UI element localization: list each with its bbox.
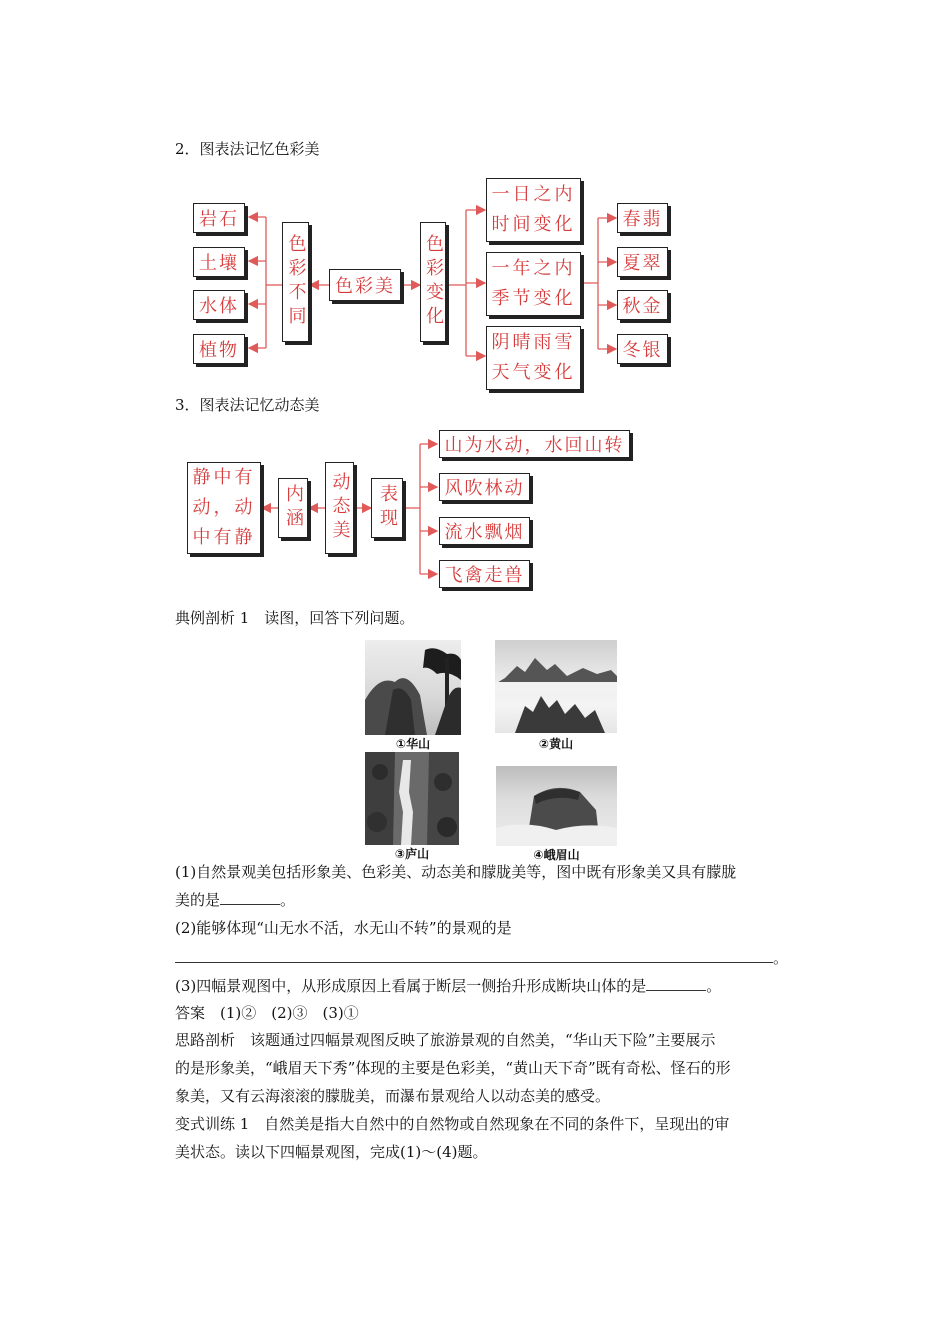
color-change-label: 色彩变化 bbox=[423, 234, 444, 330]
question-1-line2 bbox=[175, 886, 295, 914]
sea-of-clouds-photo bbox=[495, 640, 617, 733]
mid-item-weather-l2: 天气变化 bbox=[491, 362, 576, 383]
connotation-label: 内涵 bbox=[283, 484, 304, 532]
mid-item-day-l2: 时间变化 bbox=[491, 214, 576, 235]
left-item-water: 水体 bbox=[193, 290, 245, 320]
expression-label: 表现 bbox=[377, 484, 398, 532]
analysis-line3: 象美，又有云海滚滚的朦胧美，而瀑布景观给人以动态美的感受。 bbox=[175, 1087, 611, 1105]
color-diff-label: 色彩不同 bbox=[285, 234, 307, 330]
motion-item-2: 风吹林动 bbox=[439, 473, 530, 501]
expression-box bbox=[371, 478, 403, 538]
section2-title: 2．图表法记忆色彩美 bbox=[175, 140, 320, 158]
answer-blank-2[interactable] bbox=[175, 946, 773, 963]
left-item-rock: 岩石 bbox=[193, 203, 245, 233]
section3-title: 3．图表法记忆动态美 bbox=[175, 396, 320, 414]
question-2-line2 bbox=[175, 944, 788, 972]
mountain-pine-photo bbox=[365, 640, 461, 735]
question-2-end: 。 bbox=[773, 949, 789, 967]
question-3-end: 。 bbox=[706, 977, 722, 995]
left-item-plant: 植物 bbox=[193, 334, 245, 364]
analysis-line2: 的是形象美，“峨眉天下秀”体现的主要是色彩美，“黄山天下奇”既有奇松、怪石的形 bbox=[175, 1059, 731, 1077]
answer-line: 答案 (1)② (2)③ (3)① bbox=[175, 1004, 359, 1022]
motion-item-3: 流水飘烟 bbox=[439, 517, 530, 545]
motion-meaning-l2: 动，动 bbox=[192, 497, 256, 518]
mid-item-year-l1: 一年之内 bbox=[491, 258, 576, 279]
question-1-text: 美的是 bbox=[175, 891, 221, 909]
question-2-line1: (2)能够体现“山无水不活，水无山不转”的景观的是 bbox=[175, 919, 512, 937]
motion-meaning-box bbox=[187, 462, 261, 554]
photo-caption-emeishan: ④峨眉山 bbox=[533, 848, 580, 862]
question-3-text: (3)四幅景观图中，从形成原因上看属于断层一侧抬升形成断块山体的是 bbox=[175, 977, 647, 995]
waterfall-photo bbox=[365, 752, 459, 845]
question-3-line bbox=[175, 972, 721, 1000]
motion-beauty-label: 动态美 bbox=[329, 472, 351, 544]
analysis-line1: 思路剖析 该题通过四幅景观图反映了旅游景观的自然美，“华山天下险”主要展示 bbox=[175, 1031, 716, 1049]
motion-meaning-l3: 中有静 bbox=[192, 527, 256, 548]
cliff-clouds-photo bbox=[496, 766, 617, 846]
photo-caption-huangshan: ②黄山 bbox=[538, 737, 574, 751]
motion-beauty-box bbox=[325, 462, 354, 554]
question-1-end: 。 bbox=[280, 891, 296, 909]
left-item-soil: 土壤 bbox=[193, 247, 245, 277]
connotation-box bbox=[278, 478, 308, 538]
mid-item-weather-l1: 阴晴雨雪 bbox=[491, 332, 576, 353]
variant-line1: 变式训练 1 自然美是指大自然中的自然物或自然现象在不同的条件下，呈现出的审 bbox=[175, 1115, 730, 1133]
photo-caption-huashan: ①华山 bbox=[395, 737, 431, 751]
answer-blank-3[interactable] bbox=[646, 974, 706, 991]
motion-meaning-l1: 静中有 bbox=[192, 467, 256, 488]
variant-line2: 美状态。读以下四幅景观图，完成(1)～(4)题。 bbox=[175, 1143, 488, 1161]
right-item-summer: 夏翠 bbox=[617, 247, 668, 277]
question-1-line1: (1)自然景观美包括形象美、色彩美、动态美和朦胧美等，图中既有形象美又具有朦胧 bbox=[175, 863, 737, 881]
right-item-autumn: 秋金 bbox=[617, 290, 668, 320]
answer-blank-1[interactable] bbox=[220, 888, 280, 905]
motion-item-1: 山为水动，水回山转 bbox=[439, 430, 630, 458]
mid-item-year-l2: 季节变化 bbox=[491, 288, 576, 309]
example-title: 典例剖析 1 读图，回答下列问题。 bbox=[175, 609, 415, 627]
right-item-spring: 春翡 bbox=[617, 203, 668, 233]
motion-item-4: 飞禽走兽 bbox=[439, 560, 530, 588]
color-beauty-box: 色彩美 bbox=[329, 269, 401, 301]
mid-item-day-l1: 一日之内 bbox=[491, 184, 576, 205]
photo-caption-lushan: ③庐山 bbox=[394, 847, 430, 861]
right-item-winter: 冬银 bbox=[617, 334, 668, 364]
